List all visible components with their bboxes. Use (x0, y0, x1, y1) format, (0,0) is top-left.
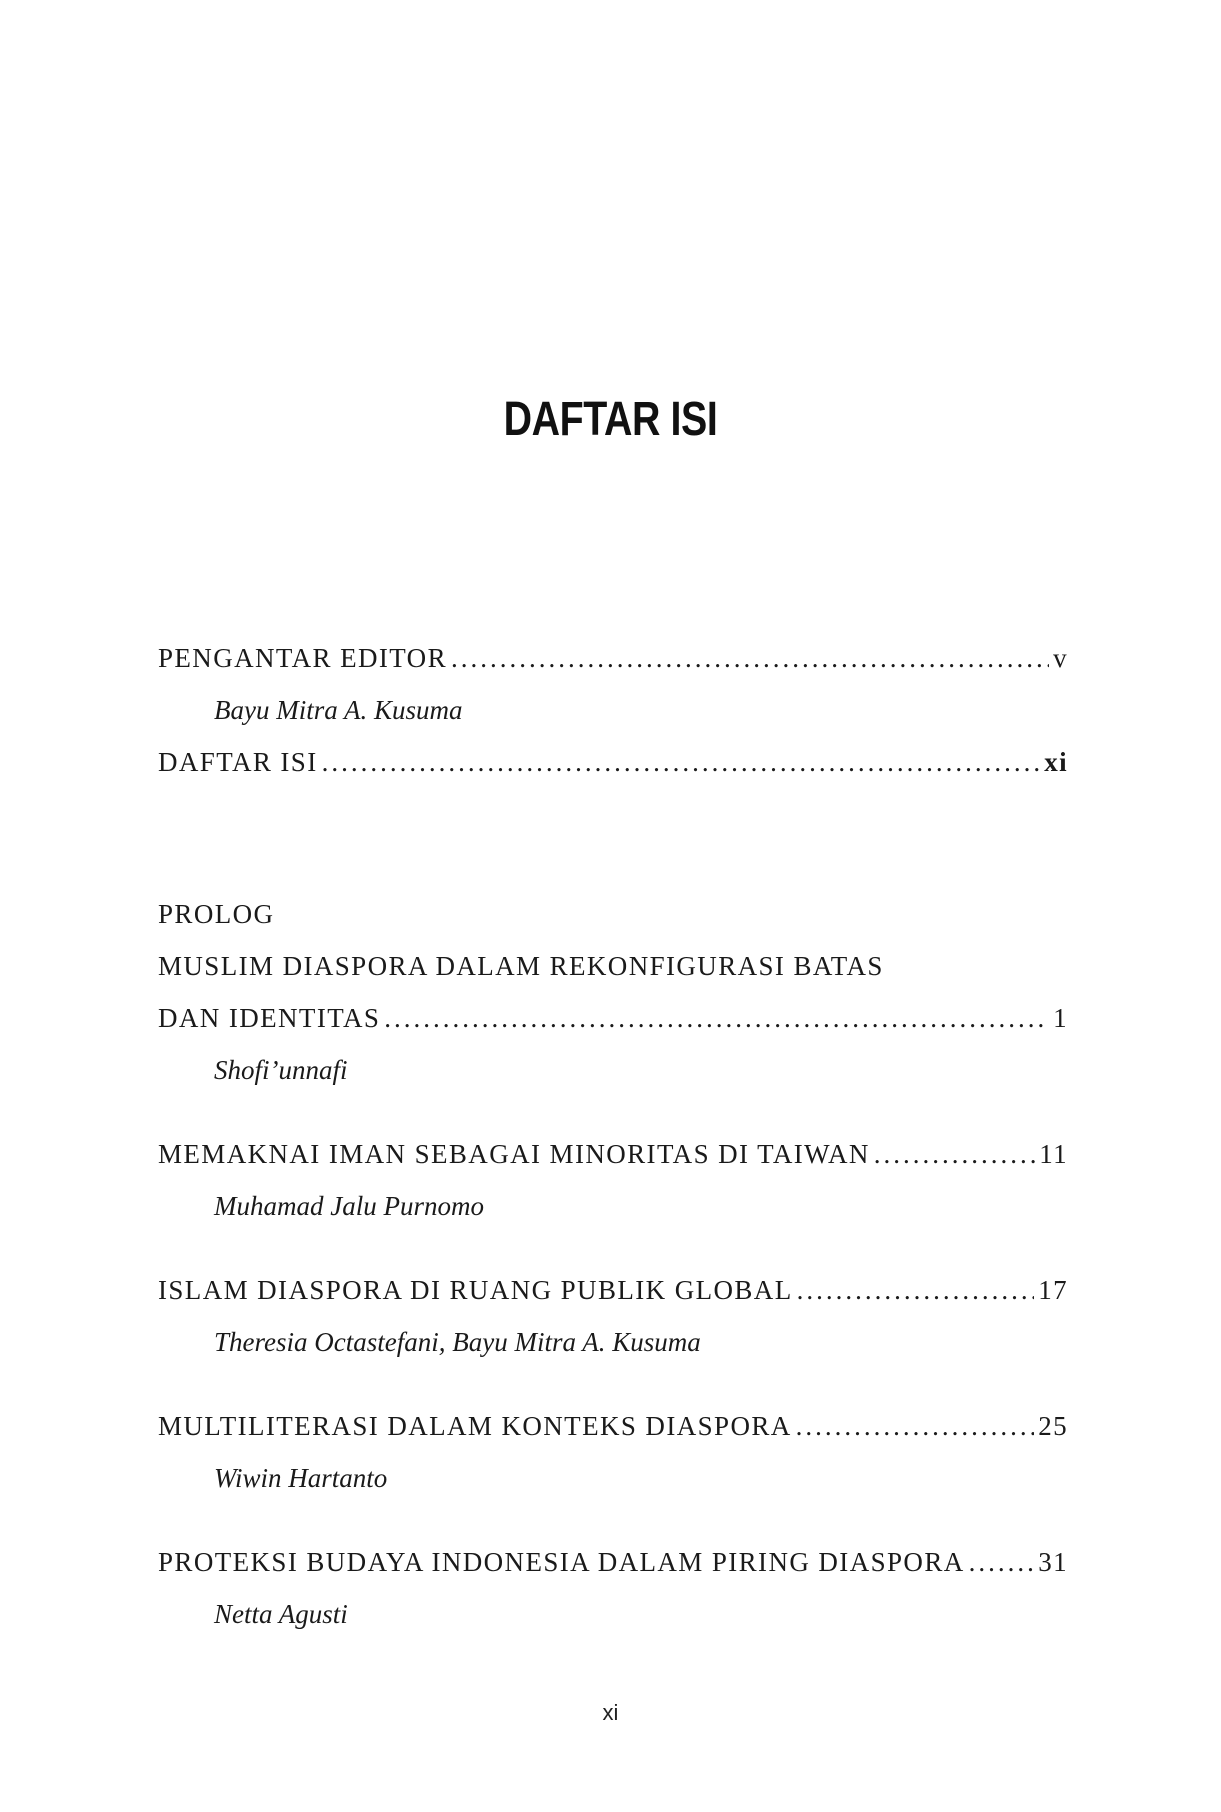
prolog-title-line1: MUSLIM DIASPORA DALAM REKONFIGURASI BATAS (158, 951, 884, 981)
dot-leader (451, 632, 1049, 684)
prolog-label: PROLOG (158, 899, 275, 929)
table-of-contents (158, 632, 1068, 1640)
toc-entry-author: Netta Agusti (214, 1599, 348, 1629)
toc-entry-title: PENGANTAR EDITOR (158, 643, 447, 673)
toc-entry-author: Theresia Octastefani, Bayu Mitra A. Kusuma (214, 1327, 701, 1357)
toc-entry-page: 1 (1053, 1003, 1068, 1033)
toc-entry-page: 11 (1039, 1139, 1068, 1169)
dot-leader (874, 1128, 1035, 1180)
toc-entry-title: MEMAKNAI IMAN SEBAGAI MINORITAS DI TAIWAN (158, 1139, 870, 1169)
toc-entry-title: DAN IDENTITAS (158, 1003, 381, 1033)
toc-entry-chapter[interactable] (158, 1128, 1068, 1180)
toc-entry-title: PROTEKSI BUDAYA INDONESIA DALAM PIRING DIASPORA (158, 1547, 965, 1577)
toc-entry-chapter[interactable] (158, 1536, 1068, 1588)
toc-entry-author: Wiwin Hartanto (214, 1463, 388, 1493)
dot-leader (969, 1536, 1035, 1588)
dot-leader (796, 1400, 1035, 1452)
toc-entry-page: 25 (1038, 1411, 1068, 1441)
page-number: xi (602, 1700, 619, 1725)
toc-entry-daftar-isi[interactable] (158, 736, 1068, 788)
toc-entry-chapter[interactable] (158, 1264, 1068, 1316)
dot-leader (384, 992, 1049, 1044)
dot-leader (797, 1264, 1035, 1316)
toc-entry-author: Shofi’unnafi (214, 1055, 348, 1085)
toc-entry-chapter[interactable] (158, 1400, 1068, 1452)
toc-entry-page: 17 (1038, 1275, 1068, 1305)
toc-entry-title: DAFTAR ISI (158, 747, 318, 777)
toc-entry-page: v (1053, 643, 1068, 673)
toc-entry-title: ISLAM DIASPORA DI RUANG PUBLIK GLOBAL (158, 1275, 793, 1305)
toc-entry-author: Bayu Mitra A. Kusuma (214, 695, 463, 725)
page-title: DAFTAR ISI (503, 393, 718, 446)
toc-entry-page: xi (1044, 747, 1068, 777)
toc-entry-pengantar-editor[interactable] (158, 632, 1068, 684)
toc-entry-author: Muhamad Jalu Purnomo (214, 1191, 484, 1221)
dot-leader (322, 736, 1041, 788)
toc-entry-title: MULTILITERASI DALAM KONTEKS DIASPORA (158, 1411, 792, 1441)
toc-entry-prolog[interactable] (158, 992, 1068, 1044)
toc-entry-page: 31 (1038, 1547, 1068, 1577)
